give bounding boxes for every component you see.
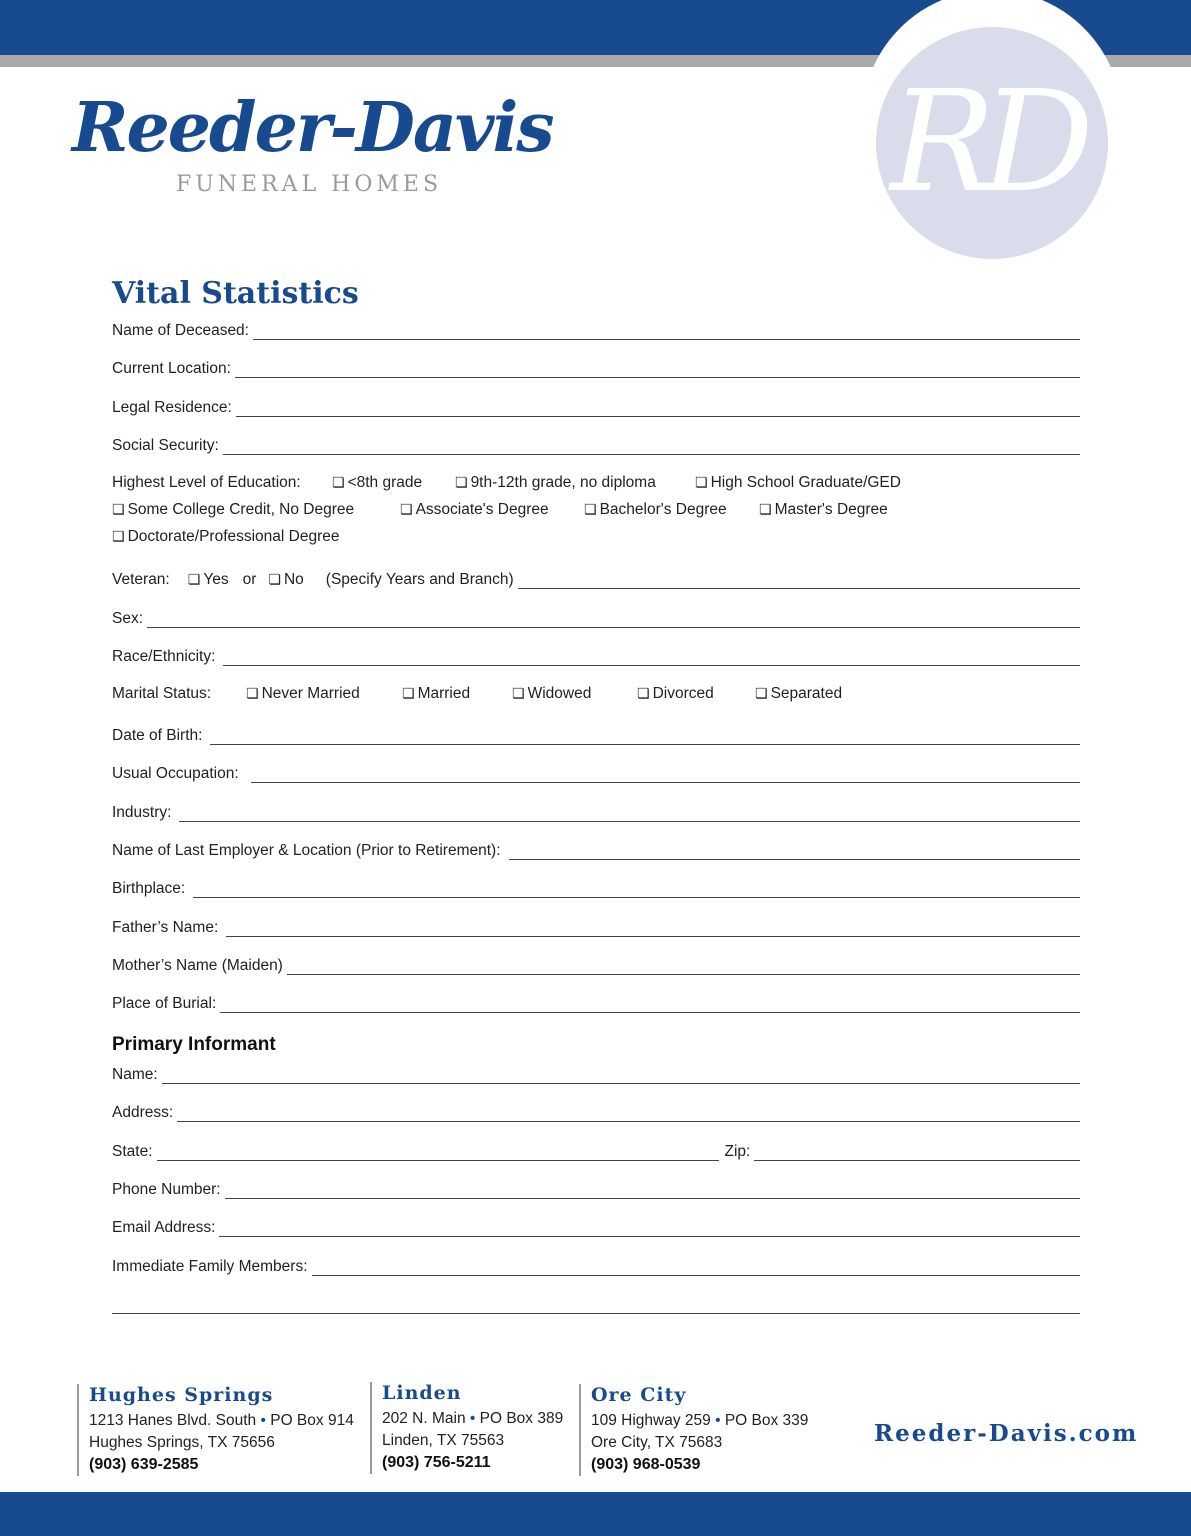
section-title: Primary Informant: [112, 1034, 276, 1055]
field-label: Name of Deceased:: [112, 322, 249, 339]
option-label: Master's Degree: [774, 501, 888, 518]
checkbox-icon: ❏: [637, 686, 650, 702]
option-label: Married: [417, 685, 471, 702]
option-label: Widowed: [527, 685, 592, 702]
field-current-location: [112, 356, 1080, 378]
brand-subtitle: FUNERAL HOMES: [176, 172, 443, 197]
veteran-no-option[interactable]: [268, 571, 303, 589]
sex-input-line[interactable]: [147, 610, 1080, 628]
phone-input-line[interactable]: [225, 1181, 1080, 1199]
field-label: Mother’s Name (Maiden): [112, 957, 283, 974]
marital-option-3[interactable]: [512, 685, 591, 703]
education-option-5[interactable]: [400, 501, 549, 519]
field-occupation: [112, 761, 1080, 783]
industry-input-line[interactable]: [179, 804, 1080, 822]
veteran-or-text: or: [242, 571, 257, 588]
field-label: Social Security:: [112, 437, 219, 454]
option-label: Doctorate/Professional Degree: [127, 528, 340, 545]
page-title: Vital Statistics: [112, 276, 359, 311]
location-ore-city: [579, 1384, 808, 1476]
location-street: [382, 1408, 563, 1430]
field-informant-state-zip: [112, 1139, 1080, 1161]
birthplace-input-line[interactable]: [193, 880, 1080, 898]
checkbox-icon: ❏: [246, 686, 259, 702]
option-label: No: [283, 571, 304, 588]
street-text: 109 Highway 259: [591, 1412, 711, 1429]
informant-name-input-line[interactable]: [162, 1066, 1080, 1084]
name-deceased-input-line[interactable]: [253, 322, 1080, 340]
dob-input-line[interactable]: [210, 727, 1080, 745]
checkbox-icon: ❏: [332, 475, 345, 491]
legal-residence-input-line[interactable]: [236, 399, 1080, 417]
field-last-employer: [112, 838, 1080, 860]
monogram-text: RD: [890, 61, 1080, 224]
option-label: Never Married: [261, 685, 360, 702]
field-birthplace: [112, 876, 1080, 898]
checkbox-icon: ❏: [112, 502, 125, 518]
option-label: Bachelor's Degree: [599, 501, 727, 518]
field-label: Place of Burial:: [112, 995, 217, 1012]
separator-dot: •: [715, 1412, 721, 1429]
pobox-text: PO Box 914: [270, 1412, 354, 1429]
checkbox-icon: ❏: [455, 475, 468, 491]
field-social-security: [112, 433, 1080, 455]
social-security-input-line[interactable]: [223, 437, 1080, 455]
location-city: Linden: [382, 1382, 462, 1404]
field-dob: [112, 723, 1080, 745]
family-extra-input-line[interactable]: [112, 1296, 1080, 1314]
education-option-6[interactable]: [584, 501, 727, 519]
field-label: State:: [112, 1143, 153, 1160]
street-text: 202 N. Main: [382, 1410, 466, 1427]
field-label: Email Address:: [112, 1219, 216, 1236]
location-street: [89, 1410, 354, 1432]
field-label: Immediate Family Members:: [112, 1258, 308, 1275]
location-citystate: Linden, TX 75563: [382, 1432, 505, 1449]
family-input-line[interactable]: [312, 1258, 1080, 1276]
option-label: High School Graduate/GED: [710, 474, 901, 491]
marital-option-4[interactable]: [637, 685, 714, 703]
field-father: [112, 915, 1080, 937]
field-family-members-extra: [112, 1292, 1080, 1314]
checkbox-icon: ❏: [584, 502, 597, 518]
website-link[interactable]: Reeder-Davis.com: [874, 1420, 1139, 1447]
marital-label: Marital Status:: [112, 685, 212, 702]
monogram-seal: [876, 27, 1108, 259]
separator-dot: •: [260, 1412, 266, 1429]
checkbox-icon: ❏: [695, 475, 708, 491]
education-option-4[interactable]: [112, 501, 354, 519]
marital-option-2[interactable]: [402, 685, 470, 703]
burial-input-line[interactable]: [220, 995, 1080, 1013]
field-veteran: [112, 567, 1080, 589]
zip-label: Zip:: [724, 1143, 751, 1160]
field-label: Name:: [112, 1066, 158, 1083]
field-label: Legal Residence:: [112, 399, 232, 416]
checkbox-icon: ❏: [187, 572, 201, 588]
field-label: Birthplace:: [112, 880, 186, 897]
field-race: [112, 644, 1080, 666]
education-option-3[interactable]: [695, 474, 901, 492]
zip-input-line[interactable]: [754, 1143, 1080, 1161]
field-label: Industry:: [112, 804, 172, 821]
marital-option-1[interactable]: [246, 685, 360, 703]
field-label: Usual Occupation:: [112, 765, 239, 782]
field-label: Name of Last Employer & Location (Prior to Retirement):: [112, 842, 501, 859]
field-label: Father’s Name:: [112, 919, 219, 936]
checkbox-icon: ❏: [400, 502, 413, 518]
pobox-text: PO Box 389: [479, 1410, 564, 1427]
option-label: Divorced: [652, 685, 714, 702]
veteran-label: Veteran:: [112, 571, 170, 588]
option-label: Associate's Degree: [415, 501, 549, 518]
checkbox-icon: ❏: [402, 686, 415, 702]
field-sex: [112, 606, 1080, 628]
option-label: <8th grade: [347, 474, 423, 491]
location-citystate: Hughes Springs, TX 75656: [89, 1434, 275, 1451]
brand-logo: Reeder-Davis: [72, 88, 553, 168]
option-label: Separated: [770, 685, 843, 702]
location-street: [591, 1410, 808, 1432]
field-mother: [112, 953, 1080, 975]
checkbox-icon: ❏: [759, 502, 772, 518]
field-legal-residence: [112, 395, 1080, 417]
state-input-line[interactable]: [157, 1143, 719, 1161]
field-burial: [112, 991, 1080, 1013]
location-linden: [370, 1382, 563, 1474]
field-label: Sex:: [112, 610, 144, 627]
education-option-7[interactable]: [759, 501, 888, 519]
pobox-text: PO Box 339: [724, 1412, 809, 1429]
education-option-8[interactable]: [112, 528, 340, 546]
field-informant-name: [112, 1062, 1080, 1084]
option-label: Yes: [203, 571, 229, 588]
father-input-line[interactable]: [226, 919, 1080, 937]
email-input-line[interactable]: [219, 1219, 1080, 1237]
location-citystate: Ore City, TX 75683: [591, 1434, 723, 1451]
street-text: 1213 Hanes Blvd. South: [89, 1412, 257, 1429]
veteran-yes-option[interactable]: [188, 571, 229, 589]
location-phone[interactable]: (903) 756-5211: [382, 1454, 491, 1471]
field-label: Phone Number:: [112, 1181, 221, 1198]
option-label: Some College Credit, No Degree: [127, 501, 355, 518]
field-name-deceased: [112, 318, 1080, 340]
field-industry: [112, 800, 1080, 822]
field-label: Race/Ethnicity:: [112, 648, 216, 665]
field-family-members: [112, 1254, 1080, 1276]
footer-bar: [0, 1492, 1191, 1536]
occupation-input-line[interactable]: [251, 765, 1080, 783]
informant-address-input-line[interactable]: [177, 1104, 1080, 1122]
field-informant-phone: [112, 1177, 1080, 1199]
field-label: Current Location:: [112, 360, 231, 377]
education-option-2[interactable]: [455, 474, 656, 492]
education-option-1[interactable]: [332, 474, 422, 492]
field-label: Address:: [112, 1104, 174, 1121]
location-phone[interactable]: (903) 639-2585: [89, 1456, 199, 1473]
checkbox-icon: ❏: [512, 686, 525, 702]
checkbox-icon: ❏: [755, 686, 768, 702]
field-informant-email: [112, 1215, 1080, 1237]
last-employer-input-line[interactable]: [509, 842, 1080, 860]
location-hughes-springs: [77, 1384, 354, 1476]
education-label: Highest Level of Education:: [112, 474, 301, 491]
veteran-specify-label: (Specify Years and Branch): [325, 571, 514, 588]
location-city: Ore City: [591, 1384, 687, 1406]
checkbox-icon: ❏: [268, 572, 281, 588]
separator-dot: •: [469, 1410, 476, 1427]
field-informant-address: [112, 1100, 1080, 1122]
current-location-input-line[interactable]: [235, 360, 1080, 378]
location-phone[interactable]: (903) 968-0539: [591, 1456, 701, 1473]
marital-option-5[interactable]: [755, 685, 842, 703]
field-label: Date of Birth:: [112, 727, 203, 744]
checkbox-icon: ❏: [112, 529, 125, 545]
veteran-specify-input-line[interactable]: [518, 571, 1080, 589]
mother-input-line[interactable]: [287, 957, 1080, 975]
location-city: Hughes Springs: [89, 1384, 274, 1406]
option-label: 9th-12th grade, no diploma: [470, 474, 656, 491]
race-input-line[interactable]: [223, 648, 1080, 666]
